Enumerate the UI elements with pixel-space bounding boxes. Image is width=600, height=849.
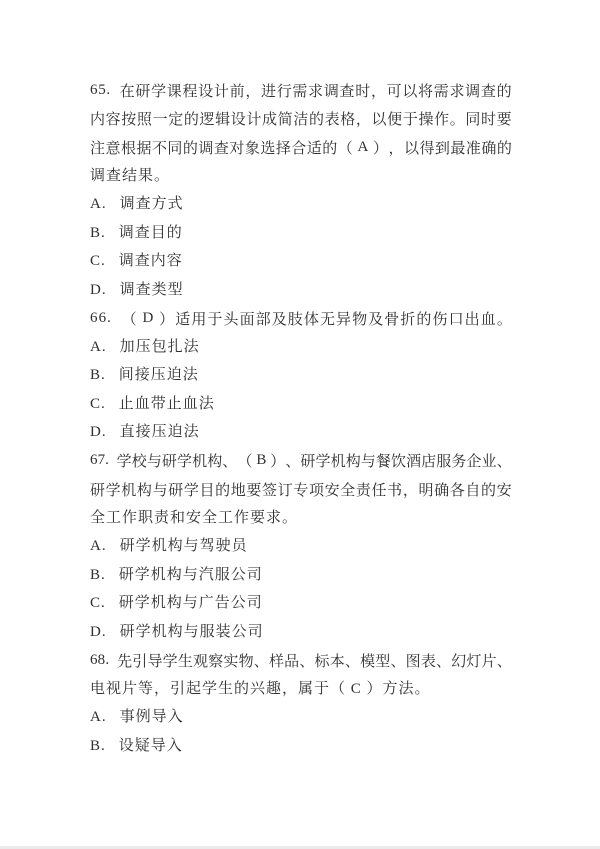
questions-area xyxy=(90,76,512,760)
option-text: 间接压迫法 xyxy=(118,367,199,383)
question-65 xyxy=(90,76,512,304)
option-text: 调查类型 xyxy=(119,281,184,298)
option-label: C. xyxy=(90,595,106,611)
option-text: 事例导入 xyxy=(119,709,184,725)
question-67-option-B xyxy=(90,561,512,590)
question-67-stem-line-3: 全工作职责和安全工作要求。 xyxy=(90,509,299,526)
question-68-option-B xyxy=(90,732,512,761)
question-67-stem-line-1: 6 7 . 学 校 与 研 学 机 构 、 （ B ） 、 研 学 机 构 与 餐 饮 酒 店 服 务 企 业 、 xyxy=(90,452,512,471)
question-65-option-C xyxy=(90,247,512,276)
option-label: C. xyxy=(90,395,106,412)
question-65-stem-line-2: 内 容 按 照 一 定 的 逻 辑 设 计 成 简 洁 的 表 格 ， 以 便 于 操 作 。 同 时 要 xyxy=(90,112,512,129)
question-66-stem-line-1: 6 6 . （ D ） 适 用 于 头 面 部 及 肢 体 无 异 物 及 骨 折 的 伤 口 出 血 。 xyxy=(90,309,512,328)
question-67-option-C xyxy=(90,589,512,618)
question-66-option-A xyxy=(90,333,512,362)
option-text: 止血带止血法 xyxy=(118,395,215,412)
question-68-option-A xyxy=(90,703,512,732)
option-text: 研学机构与广告公司 xyxy=(118,595,263,611)
question-68-stem-line-1: 6 8 . 先 引 导 学 生 观 察 实 物 、 样 品 、 标 本 、 模 型 、 图 表 、 幻 灯 片 、 xyxy=(90,651,512,670)
question-66-option-C xyxy=(90,390,512,419)
option-text: 设疑导入 xyxy=(118,737,183,754)
option-text: 加压包扎法 xyxy=(119,338,200,355)
option-text: 研学机构与汽服公司 xyxy=(118,566,263,583)
option-label: B. xyxy=(90,224,106,241)
question-65-stem-line-4: 调查结果。 xyxy=(90,167,171,184)
question-67-stem-line-2: 研 学 机 构 与 研 学 目 的 地 要 签 订 专 项 安 全 责 任 书 ， 明 确 各 自 的 安 xyxy=(90,482,512,499)
option-label: D. xyxy=(90,424,107,440)
option-text: 调查目的 xyxy=(118,224,183,241)
option-text: 研学机构与驾驶员 xyxy=(119,538,248,554)
option-text: 调查内容 xyxy=(118,253,183,269)
question-67-option-D xyxy=(90,618,512,647)
option-text: 研学机构与服装公司 xyxy=(119,623,264,640)
option-text: 直接压迫法 xyxy=(119,424,200,440)
question-67-option-A xyxy=(90,532,512,561)
option-label: B. xyxy=(90,566,106,583)
option-label: B. xyxy=(90,737,106,754)
question-67 xyxy=(90,447,512,647)
option-label: A. xyxy=(90,196,107,212)
question-68 xyxy=(90,646,512,760)
question-68-stem-line-2: 电视片等，引起学生的兴趣，属于（ C ）方法。 xyxy=(90,680,431,697)
option-label: B. xyxy=(90,367,106,383)
question-66-option-D xyxy=(90,418,512,447)
option-label: A. xyxy=(90,538,107,554)
option-text: 调查方式 xyxy=(119,196,184,212)
question-65-option-D xyxy=(90,276,512,305)
question-65-stem-line-3: 注 意 根 据 不 同 的 调 查 对 象 选 择 合 适 的 （ A ） ， 以 得 到 最 准 确 的 xyxy=(90,138,512,157)
option-label: A. xyxy=(90,338,107,355)
option-label: D. xyxy=(90,281,107,298)
question-65-option-B xyxy=(90,219,512,248)
option-label: A. xyxy=(90,709,107,725)
question-66-option-B xyxy=(90,361,512,390)
option-label: C. xyxy=(90,253,106,269)
question-66 xyxy=(90,304,512,447)
option-label: D. xyxy=(90,623,107,640)
question-65-stem-line-1: 6 5 . 在 研 学 课 程 设 计 前 ， 进 行 需 求 调 查 时 ， 可 以 将 需 求 调 查 的 xyxy=(90,81,512,100)
question-65-option-A xyxy=(90,190,512,219)
